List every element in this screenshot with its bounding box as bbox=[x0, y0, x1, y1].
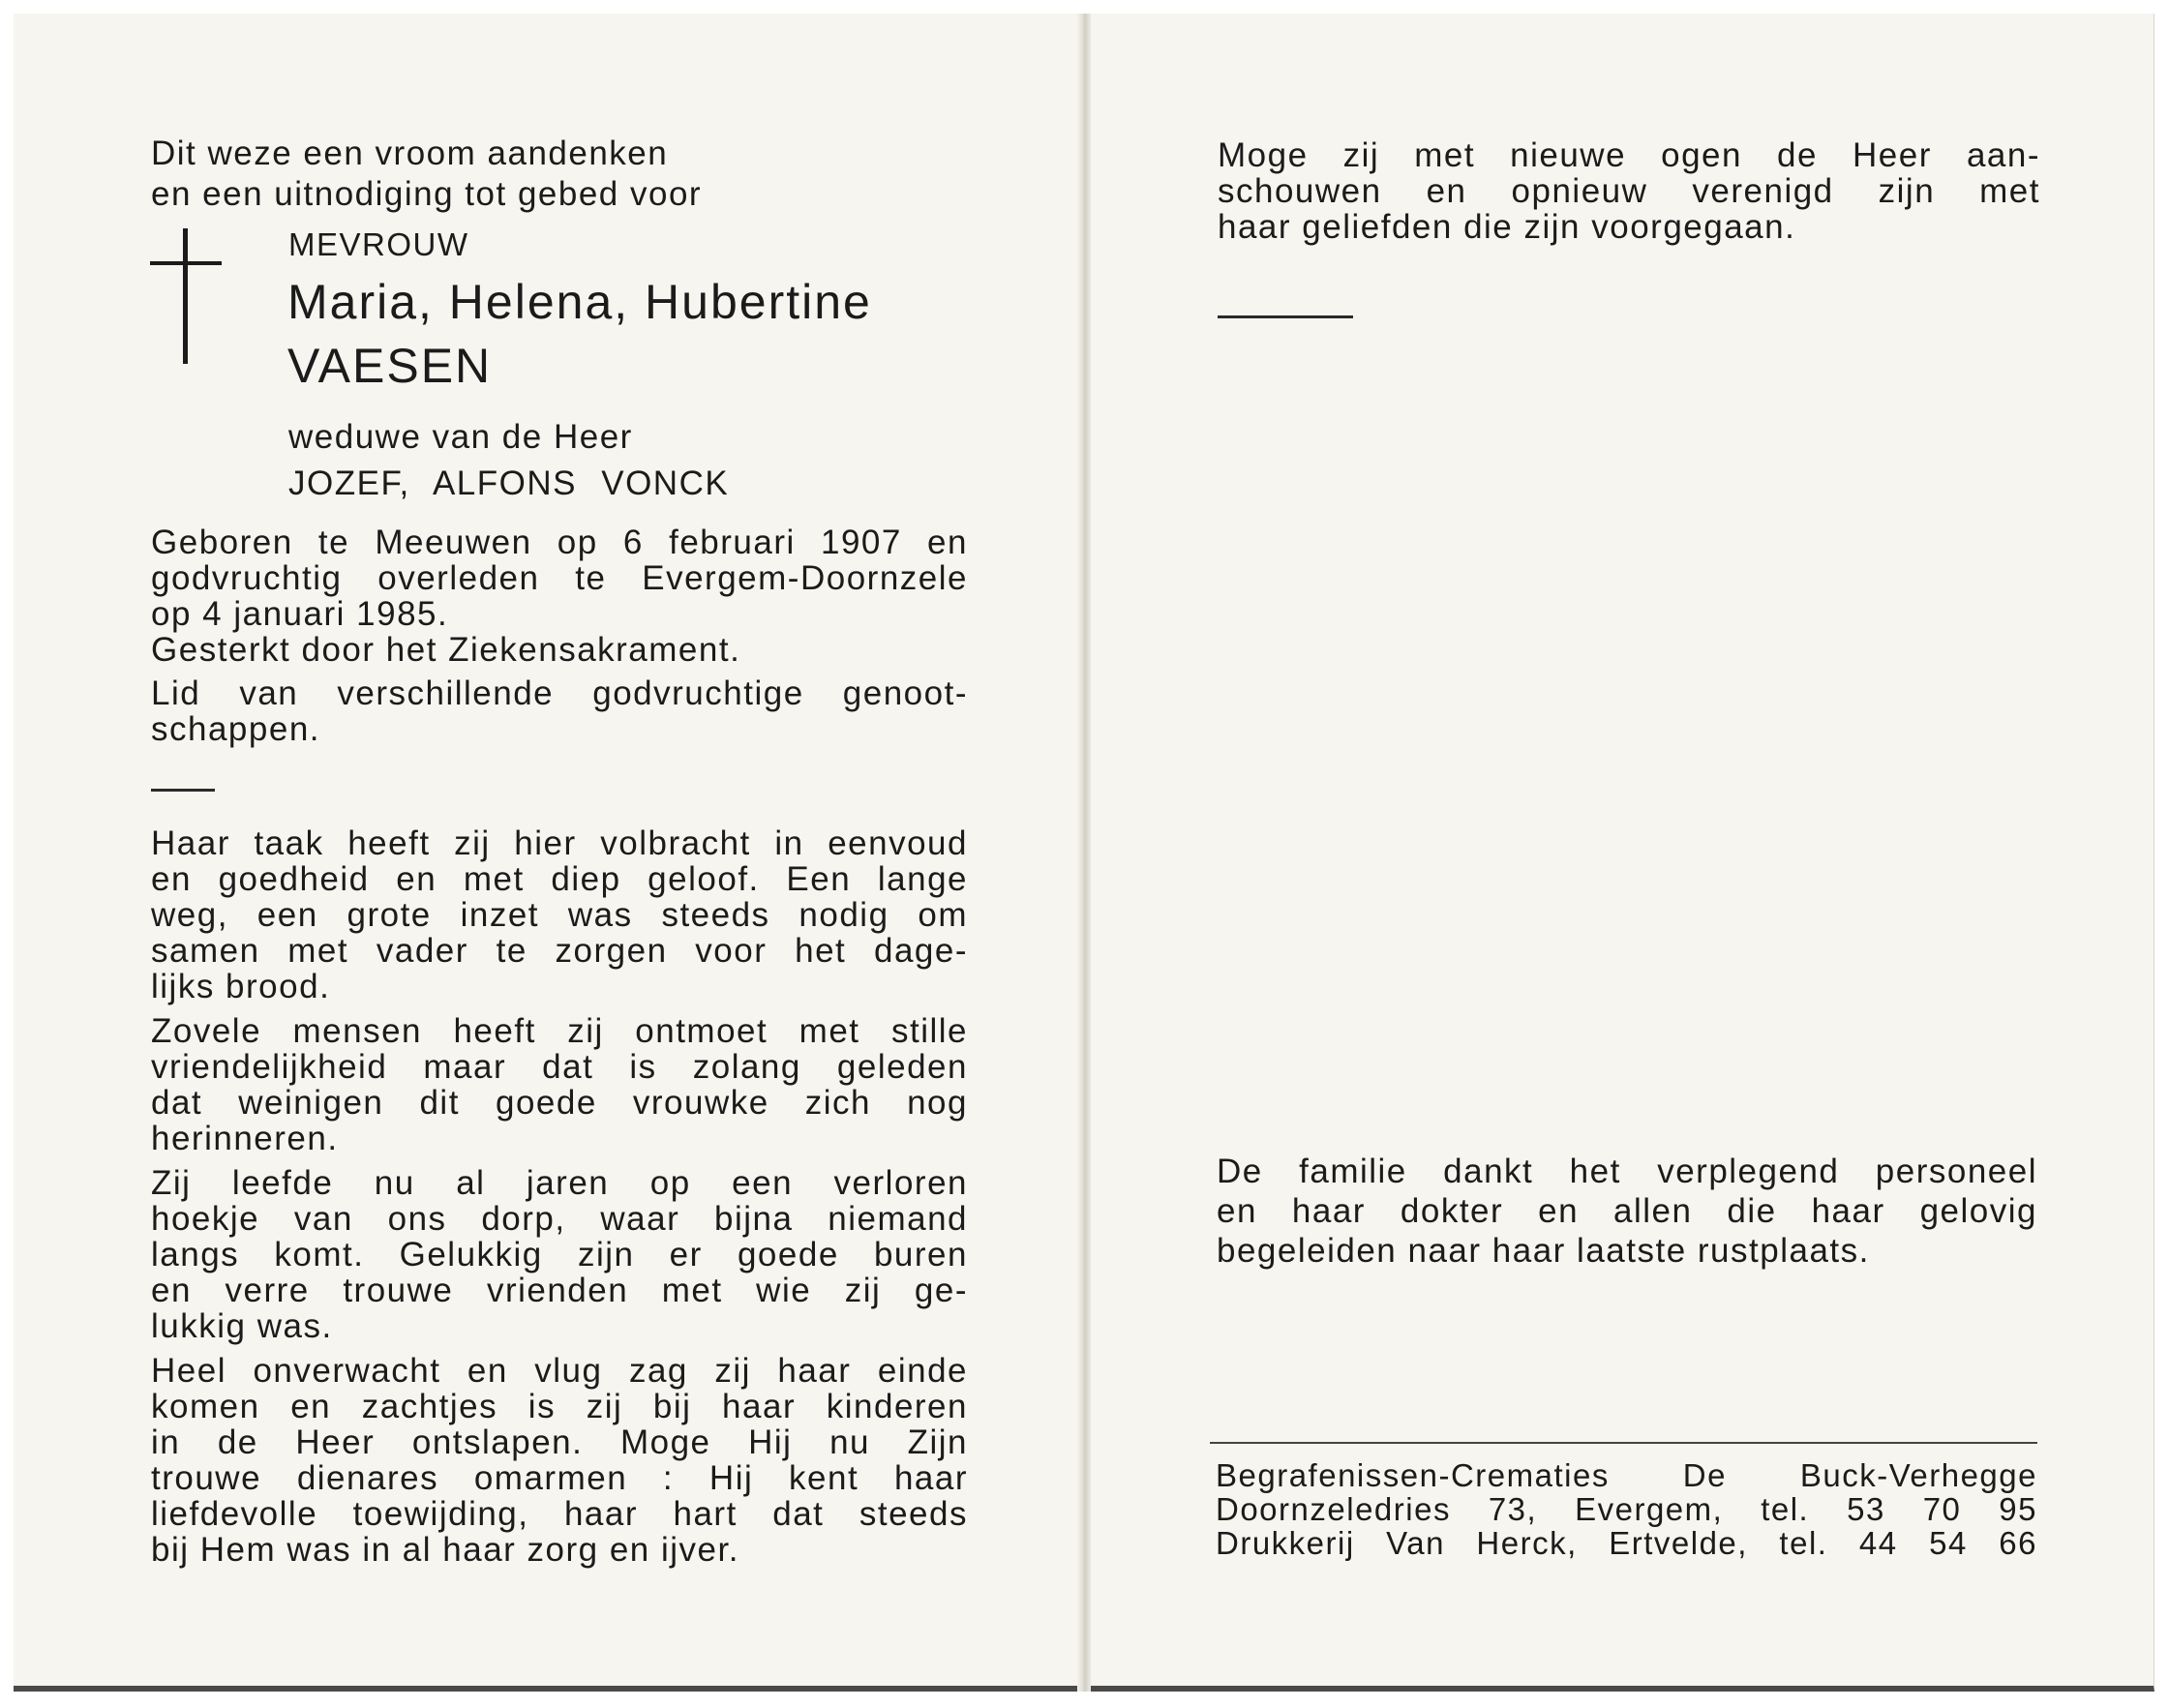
intro-line-2: en een uitnodiging tot gebed voor bbox=[151, 175, 703, 213]
birth-line-3: op 4 januari 1985. bbox=[151, 595, 449, 633]
para2-line: vriendelijkheid maar dat is zolang geleden bbox=[151, 1048, 968, 1086]
prayer-line: schouwen en opnieuw verenigd zijn met bbox=[1218, 172, 2040, 210]
member-line-1: Lid van verschillende godvruchtige genoot- bbox=[151, 674, 968, 712]
para2-line: dat weinigen dit goede vrouwke zich nog bbox=[151, 1084, 968, 1122]
para3-line: en verre trouwe vrienden met wie zij ge- bbox=[151, 1272, 968, 1309]
para3-line: langs komt. Gelukkig zijn er goede buren bbox=[151, 1236, 968, 1274]
credits-line: Begrafenissen-Crematies De Buck-Verhegge bbox=[1216, 1457, 2037, 1493]
para1-line: Haar taak heeft zij hier volbracht in eenvoud bbox=[151, 824, 968, 862]
cross-icon-bar bbox=[150, 261, 222, 265]
paragraph-3 bbox=[151, 1165, 968, 1344]
paragraph-4 bbox=[151, 1353, 968, 1568]
para4-line: Heel onverwacht en vlug zag zij haar einde bbox=[151, 1352, 968, 1390]
given-names: Maria, Helena, Hubertine bbox=[287, 275, 872, 329]
prayer-line: Moge zij met nieuwe ogen de Heer aan- bbox=[1218, 136, 2040, 174]
intro-line-1: Dit weze een vroom aandenken bbox=[151, 135, 669, 172]
husband-name: JOZEF, ALFONS VONCK bbox=[288, 464, 730, 502]
birth-line-1: Geboren te Meeuwen op 6 februari 1907 en bbox=[151, 524, 968, 561]
paragraph-1 bbox=[151, 825, 968, 1004]
prayer-paragraph bbox=[1218, 137, 2040, 245]
para4-line: in de Heer ontslapen. Moge Hij nu Zijn bbox=[151, 1423, 968, 1461]
para1-line: weg, een grote inzet was steeds nodig om bbox=[151, 896, 968, 934]
para3-line: hoekje van ons dorp, waar bijna niemand bbox=[151, 1200, 968, 1238]
prayer-line: haar geliefden die zijn voorgegaan. bbox=[1218, 208, 1796, 246]
para1-line: samen met vader te zorgen voor het dage- bbox=[151, 932, 968, 970]
paragraph-2 bbox=[151, 1013, 968, 1156]
credits-line: Doornzeledries 73, Evergem, tel. 53 70 95 bbox=[1216, 1491, 2037, 1527]
para1-line: en goedheid en met diep geloof. Een lange bbox=[151, 860, 968, 898]
member-paragraph bbox=[151, 675, 968, 747]
thanks-line: en haar dokter en allen die haar gelovig bbox=[1217, 1192, 2037, 1230]
para2-line: Zovele mensen heeft zij ontmoet met stille bbox=[151, 1012, 968, 1050]
thanks-line: De familie dankt het verplegend personeel bbox=[1217, 1153, 2037, 1190]
para2-line: herinneren. bbox=[151, 1120, 339, 1157]
para3-line: Zij leefde nu al jaren op een verloren bbox=[151, 1164, 968, 1202]
sacrament-line: Gesterkt door het Ziekensakrament. bbox=[151, 631, 741, 669]
para1-line: lijks brood. bbox=[151, 968, 331, 1005]
para4-line: bij Hem was in al haar zorg en ijver. bbox=[151, 1531, 739, 1569]
title: MEVROUW bbox=[288, 226, 469, 262]
divider-right bbox=[1218, 315, 1353, 318]
para4-line: trouwe dienares omarmen : Hij kent haar bbox=[151, 1459, 968, 1497]
divider bbox=[151, 789, 215, 792]
surname: VAESEN bbox=[287, 339, 493, 393]
para4-line: liefdevolle toewijding, haar hart dat steeds bbox=[151, 1495, 968, 1533]
para4-line: komen en zachtjes is zij bij haar kinderen bbox=[151, 1388, 968, 1425]
widow-of: weduwe van de Heer bbox=[288, 418, 633, 456]
footer-divider bbox=[1210, 1442, 2037, 1444]
member-line-2: schappen. bbox=[151, 710, 321, 748]
birth-line-2: godvruchtig overleden te Evergem-Doornzele bbox=[151, 559, 968, 597]
cross-icon bbox=[183, 228, 188, 364]
birth-paragraph bbox=[151, 524, 968, 632]
para3-line: lukkig was. bbox=[151, 1307, 333, 1345]
credits-block bbox=[1216, 1458, 2037, 1560]
card-fold bbox=[1077, 14, 1091, 1692]
thanks-line: begeleiden naar haar laatste rustplaats. bbox=[1217, 1232, 1870, 1270]
thanks-paragraph bbox=[1217, 1152, 2037, 1271]
credits-line: Drukkerij Van Herck, Ertvelde, tel. 44 54 66 bbox=[1216, 1525, 2037, 1561]
